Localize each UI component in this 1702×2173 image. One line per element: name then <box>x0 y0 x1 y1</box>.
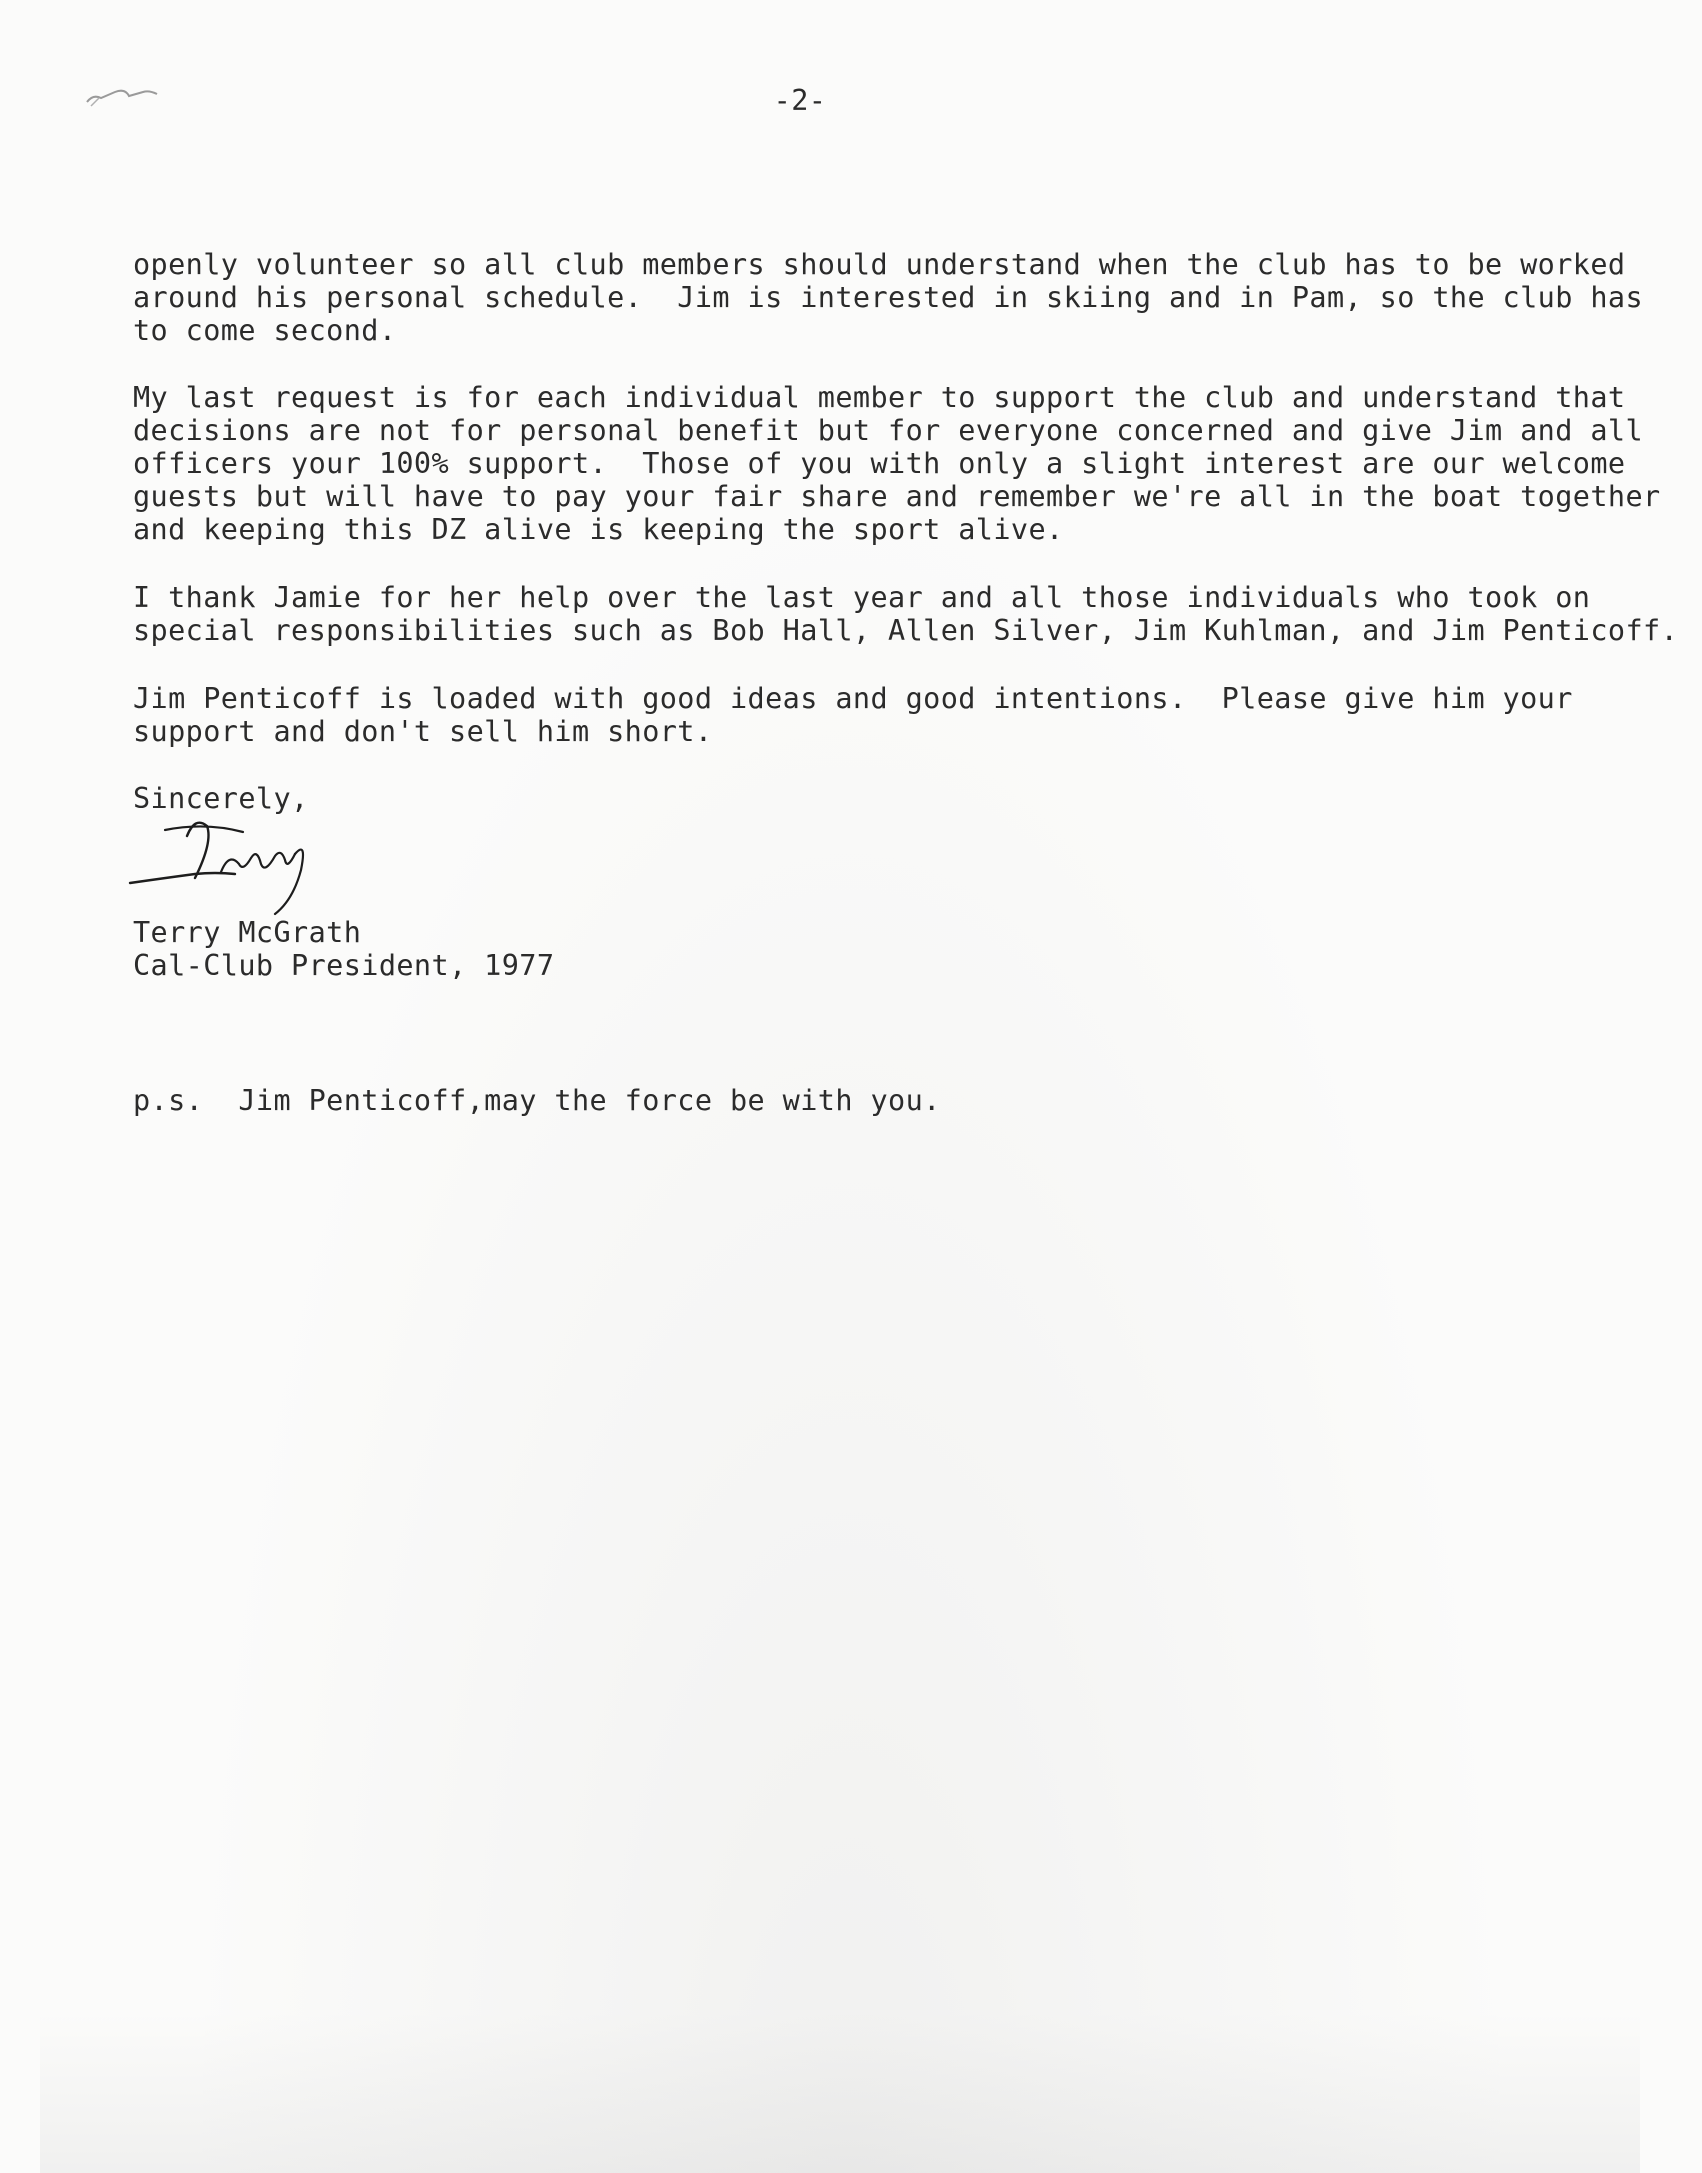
closing: Sincerely, <box>133 782 309 815</box>
postscript: p.s. Jim Penticoff,may the force be with you. <box>133 1084 941 1117</box>
body-line: and keeping this DZ alive is keeping the sport alive. <box>133 513 1064 546</box>
body-line: to come second. <box>133 314 397 347</box>
scan-smudge <box>40 2013 1640 2173</box>
page-number: -2- <box>773 84 827 117</box>
body-line: special responsibilities such as Bob Hall, Allen Silver, Jim Kuhlman, and Jim Penticoff. <box>133 614 1679 647</box>
body-line: around his personal schedule. Jim is interested in skiing and in Pam, so the club has <box>133 281 1644 314</box>
body-line: support and don't sell him short. <box>133 715 713 748</box>
signer-name: Terry McGrath <box>133 916 362 949</box>
body-line: decisions are not for personal benefit but for everyone concerned and give Jim and all <box>133 414 1644 447</box>
body-line: openly volunteer so all club members should understand when the club has to be worked <box>133 248 1626 281</box>
body-line: I thank Jamie for her help over the last year and all those individuals who took on <box>133 581 1591 614</box>
body-line: officers your 100% support. Those of you with only a slight interest are our welcome <box>133 447 1626 480</box>
body-line: guests but will have to pay your fair share and remember we're all in the boat together <box>133 480 1661 513</box>
body-line: Jim Penticoff is loaded with good ideas and good intentions. Please give him your <box>133 682 1573 715</box>
body-line: My last request is for each individual member to support the club and understand that <box>133 381 1626 414</box>
signer-title: Cal-Club President, 1977 <box>133 949 555 982</box>
handwritten-signature <box>125 808 355 918</box>
